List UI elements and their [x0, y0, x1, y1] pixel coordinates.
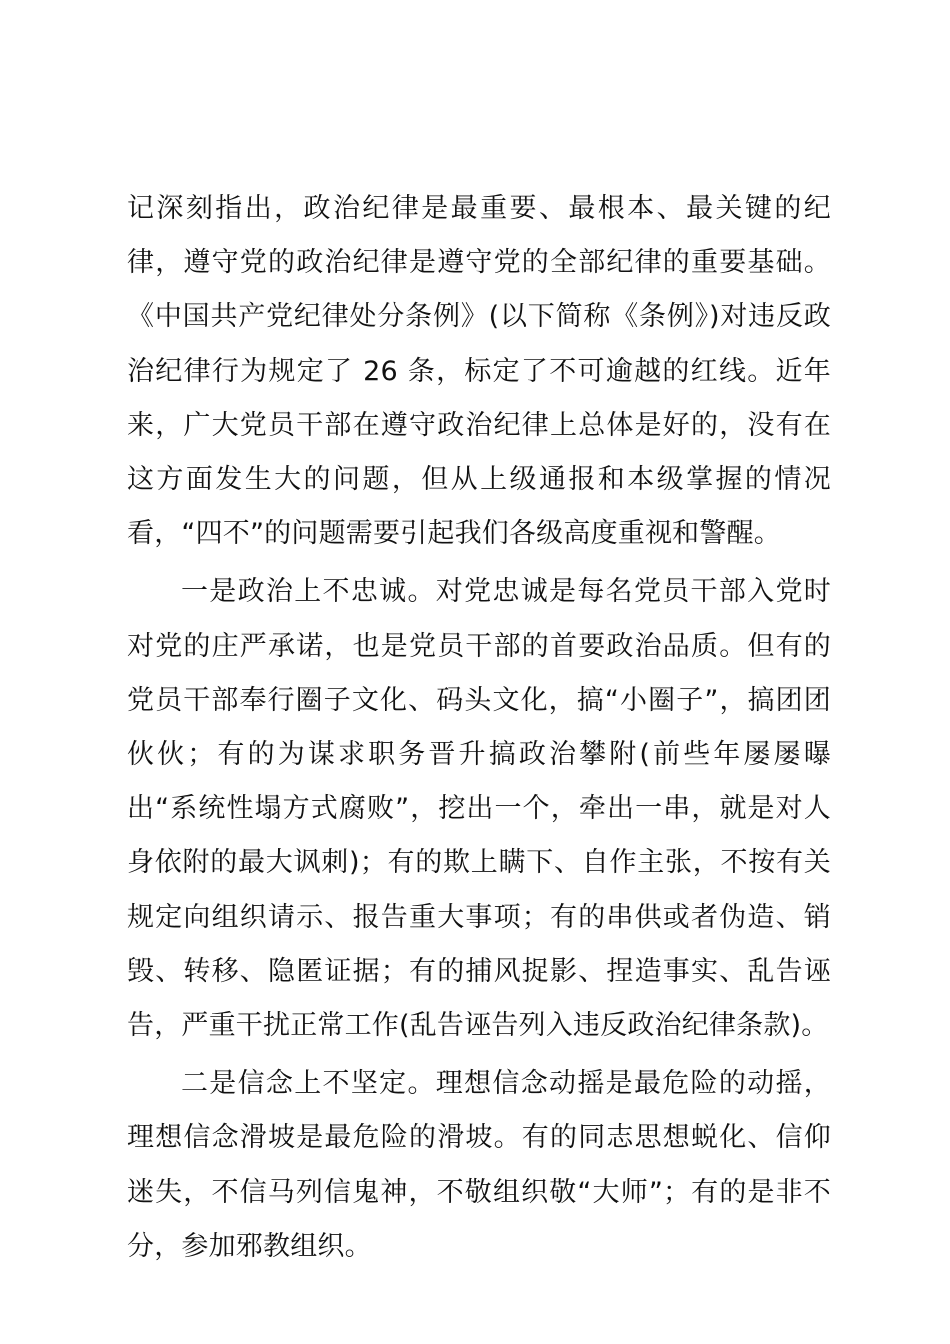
paragraph-firm-belief: 二是信念上不坚定。理想信念动摇是最危险的动摇，理想信念滑坡是最危险的滑坡。有的同志思想蜕化、信仰迷失，不信马列信鬼神，不敬组织敬“大师”；有的是非不分，参加邪教组织。: [127, 1068, 831, 1262]
paragraph-political-discipline: 记深刻指出，政治纪律是最重要、最根本、最关键的纪律，遵守党的政治纪律是遵守党的全部纪律的重要基础。《中国共产党纪律处分条例》(以下简称《条例》)对违反政治纪律行为规定了 26 条，标定了不可逾越的红线。近年来，广大党员干部在遵守政治纪律上总体是好的，没有在这方面发生大的问题，但从上级通报和本级掌握的情况看，“四不”的问题需要引起我们各级高度重视和警醒。: [127, 193, 831, 550]
paragraph-political-loyalty: 一是政治上不忠诚。对党忠诚是每名党员干部入党时对党的庄严承诺，也是党员干部的首要政治品质。但有的党员干部奉行圈子文化、码头文化，搞“小圈子”，搞团团伙伙；有的为谋求职务晋升搞政治攀附(前些年屡屡曝出“系统性塌方式腐败”，挖出一个，牵出一串，就是对人身依附的最大讽刺)；有的欺上瞒下、自作主张，不按有关规定向组织请示、报告重大事项；有的串供或者伪造、销毁、转移、隐匿证据；有的捕风捉影、捏造事实、乱告诬告，严重干扰正常工作(乱告诬告列入违反政治纪律条款)。: [127, 576, 831, 1042]
document-body: [127, 182, 831, 1274]
